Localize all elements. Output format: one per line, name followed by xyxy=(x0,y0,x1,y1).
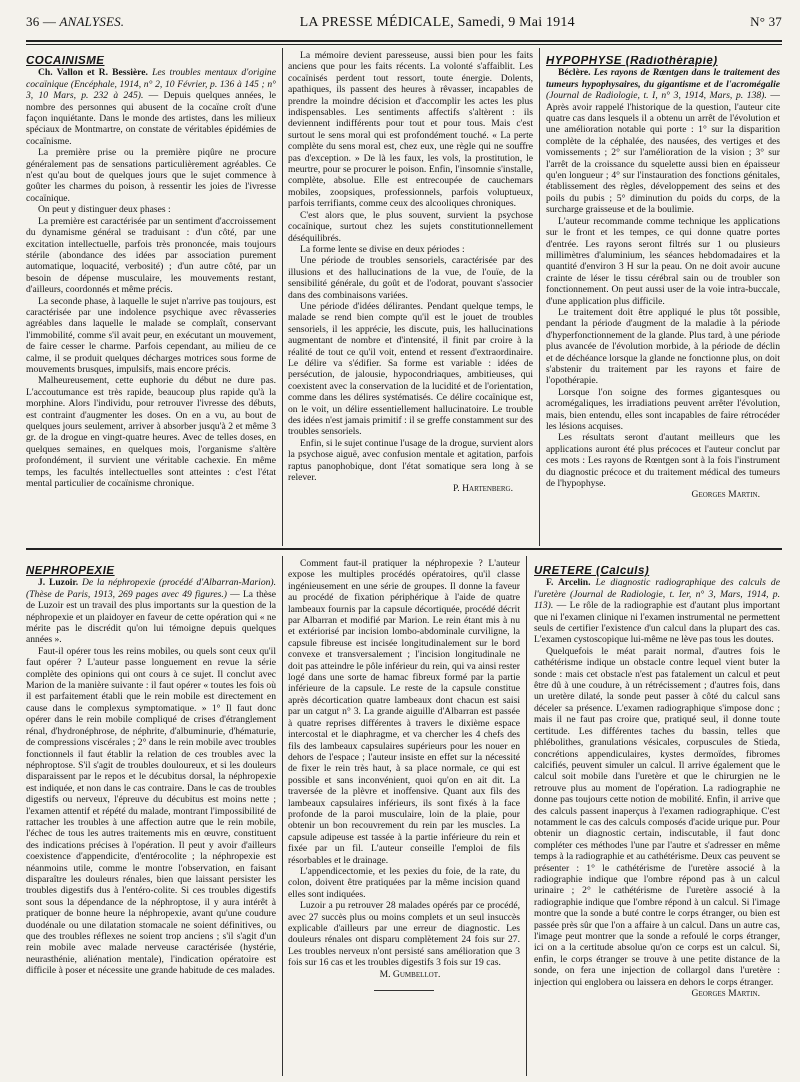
section-title-cocainisme: COCAINISME xyxy=(26,56,105,67)
paragraph: La seconde phase, à laquelle le sujet n'arrive pas toujours, est caractérisée par une indolence psychique avec rêvasseries agréables dans laquelle le malade se complaît, conservant l'immobilité, comme s'il avait peur, en exécutant un mouvement, de faire cesser le charme. Parfois cependant, au milieu de ce calme, il se produit quelques décharges motrices sous forme de mouvements brusques, impulsifs, mais encore précis. xyxy=(26,295,276,375)
article-authors: Ch. Vallon et R. Bessière. xyxy=(38,67,148,79)
uretere-intro xyxy=(534,577,780,645)
journal-title: LA PRESSE MÉDICALE, Samedi, 9 Mai 1914 xyxy=(299,15,575,30)
end-rule xyxy=(374,990,434,991)
paragraph: La forme lente se divise en deux périodes : xyxy=(300,243,465,255)
paragraph: Faut-il opérer tous les reins mobiles, ou quels sont ceux qu'il faut opérer ? L'auteur passe longuement en revue la série complète des opinions qui ont cours à ce sujet. Il conclut avec Marion de la manière suivante : il faut opérer « toutes les fois où il est parfaitement établi que le rein mobile est directement en cause dans le complexus symptomatique. » 1° Il faut donc opérer dans le rein mobile compliqué de crises d'étranglement rénal, d'hydronéphrose, de néphrite, d'albuminurie, d'hématurie, de compressions viscérales ; 2° dans le rein mobile avec troubles fonctionnels il faut établir la relation de ces troubles avec la néphroptose. S'il s'agit de troubles douloureux, et si les douleurs disparaissent par le repos et le décubitus dorsal, la néphropexie est indiquée, et non dans le cas contraire. Dans le cas de troubles digestifs ou nerveux, l'épreuve du décubitus est moins nette ; l'examen attentif et répété du malade, montrant l'impossibilité de rattacher les troubles à une affection autre que le rein mobile, l'échec de tous les autres traitements mis en œuvre, constituent des indications précises à l'opération. Il peut y avoir d'ailleurs coexistence d'appendicite, d'entérocolite ; la néphropexie est néanmoins utile, comme le montre l'observation, en faisant disparaître les douleurs rénales, bien que laissant persister les troubles digestifs dus à l'entéro-colite. Si ces troubles digestifs sont sous la dépendance de la néphroptose, il y aura intérêt à pratiquer de bonne heure la néphropexie, avant qu'une coudure duodénale ou une dilatation stomacale ne soient définitives, ou que des troubles réflexes ne soient trop anciens ; s'il s'agit d'un rein mobile avec malade nerveuse caractérisée (hystérie, neurasthénie, aliénation mentale), l'indication opératoire est difficile à poser et nécessite une grande habitude de ces malades. xyxy=(26,645,276,977)
section-title-uretere: URETÈRE (Calculs) xyxy=(534,566,650,577)
paragraph: Une période d'idées délirantes. Pendant quelque temps, le malade se rend bien compte qu'il est le jouet de troubles sensoriels, il les apprécie, les discute, puis, les hallucinations augmentant de nombre et d'intensité, il finit par croire à la réalité de tout ce qu'il voit, entend et ressent d'extraordinaire. Le délire va s'édifier. Sa forme est variable : idées de persécution, de jalousie, hypocondriaques, ambitieuses, qui coexistent avec la conservation de la lucidité et de l'orientation, comme dans les délires systématisés. Ce délire cocaïnique est, on le voit, un délire essentiellement hallucinatoire. Le trouble des idées n'est jamais primitif : il se greffe constamment sur des troubles sensoriels. xyxy=(288,300,533,438)
article-title: Les rayons de Rœntgen dans le traitement des tumeurs hypophysaires, du gigantisme et de l'acromégalie xyxy=(546,67,780,90)
paragraph: L'appendicectomie, et les pexies du foie, de la rate, du colon, doivent être pratiquées par la même incision quand elles sont indiquées. xyxy=(288,865,520,900)
column-divider xyxy=(282,48,283,546)
header-left xyxy=(26,14,124,30)
page-header xyxy=(26,14,782,36)
column-divider xyxy=(526,556,527,1076)
paragraph: Comment faut-il pratiquer la néphropexie ? L'auteur expose les multiples procédés opératoires, qu'il classe ingénieusement en une série de groupes. Il donne la faveur au procédé de fixation périphérique à l'aide de quatre lambeaux fournis par la capsule décortiquée, procédé décrit par Albarran et modifié par Marion. Le rein étant mis à nu et extériorisé par incision lombo-abdominale curviligne, la capsule fibreuse est incisée longitudinalement sur le bord convexe et transversalement ; l'incision longitudinale ne doit pas atteindre le pôle inférieur du rein, qui va ainsi rester logé dans une sorte de hamac fibreux formé par la partie inférieure de la capsule. Le reste de la capsule constitue après décortication quatre lambeaux dont chacun est saisi par un catgut n° 3. La grande aiguille d'Albarran est passée à quatre reprises différentes à travers le dixième espace intercostal et le diaphragme, et va chercher les 4 chefs des fils des lambeaux capsulaires supérieurs pour les nouer en dehors de l'espace ; l'auteur insiste en effet sur la nécessité de fixer le rein très haut, à sa place normale, ce qui est possible et sans inconvénient, quoi qu'on en ait dit. La traversée de la plèvre et inoffensive. Quant aux fils des lambeaux capsulaires inférieurs, ils sont fixés à la face profonde de la paroi musculaire, loin de la plaie, pour obtenir un bon recouvrement du rein par les muscles. La capsule adipeuse est tassée à la partie inférieure du rein et fixée par un fil. L'auteur conseille l'emploi de fils résorbables et le drainage. xyxy=(288,558,520,866)
paragraph: La première est caractérisée par un sentiment d'accroissement du dynamisme général se traduisant : d'un côté, par une excitation intellectuelle, parfois très prononcée, mais toujours stérile (abondance des idées par association purement automatique, loquacité, verbosité) ; d'un autre côté, par un besoin de dépense musculaire, les mouvements restant, d'ailleurs, coordonnés et même précis. xyxy=(26,215,276,296)
paragraph: La première prise ou la première piqûre ne procure généralement pas de sensations particulièrement agréables. Ce n'est qu'au bout de quelques jours que le sujet commence à goûter les charmes du poison, à ressentir les joies de l'ivresse cocaïnique. xyxy=(26,147,276,204)
article-authors: Béclère. xyxy=(558,67,591,79)
page-number: 36 — xyxy=(26,14,57,29)
nephropexie-column-2 xyxy=(288,558,520,1078)
cocainisme-column-1 xyxy=(26,56,276,544)
column-divider xyxy=(282,556,283,1076)
paragraph: Luzoir a pu retrouver 28 malades opérés par ce procédé, avec 27 succès plus ou moins complets et un seul insuccès explicable d'ailleurs par une erreur de diagnostic. Les douleurs rénales ont disparu complètement 24 fois sur 27. Les troubles nerveux n'ont persisté sans amélioration que 3 fois sur 16 cas et les troubles digestifs 3 fois sur 19 cas. xyxy=(288,900,520,969)
article-title: Le diagnostic radiographique des calculs de l'uretère xyxy=(534,577,780,600)
paragraph-text: — Après avoir rappelé l'historique de la question, l'auteur cite quatre cas dans lesquels il a obtenu un arrêt de l'évolution et une amélioration notable qui porte : 1° sur la disparition complète de la céphalée, des nausées, des vertiges et des vomissements ; 2° sur l'amélioration de la vision ; 3° sur l'arrêt de la croissance du squelette aussi bien en épaisseur qu'en longueur ; 4° sur l'instauration des fonctions génitales, établissement des règles, développement des seins et des poils du pubis ; 5° diminution du poids du corps, de la surcharge graisseuse et de la boulimie. xyxy=(546,90,780,216)
paragraph: Enfin, si le sujet continue l'usage de la drogue, survient alors la psychose aiguë, avec confusion mentale et agitation, parfois raptus panophobique, dont l'état somatique sera long à se relever. xyxy=(288,437,533,484)
article-authors: J. Luzoir. xyxy=(38,577,79,589)
header-rule xyxy=(26,40,782,45)
paragraph: Une période de troubles sensoriels, caractérisée par des illusions et des hallucinations de la vue, de l'ouïe, de la sensibilité générale, du goût et de l'odorat, pouvant s'associer dans des combinaisons variées. xyxy=(288,255,533,301)
section-title-nephropexie: NÉPHROPEXIE xyxy=(26,566,115,577)
paragraph: La mémoire devient paresseuse, aussi bien pour les faits anciens que pour les faits récents. La volonté s'affaiblit. Les cocaïnisés perdent tout ressort, toute énergie. Dolents, apathiques, ils passent des heures à rêvasser, incapables de prendre la moindre décision et d'accomplir les actes les plus indispensables. Les sentiments affectifs s'altèrent : ils deviennent indifférents pour tout et pour tous. Mais c'est surtout le sens moral qui est profondément touché. « La perte complète du sens moral est, chez eux, une règle qui ne souffre pas d'exception. » De là les faux, les vols, la prostitution, le meurtre, pour se procurer le poison. Enfin, l'insomnie s'installe, complète, absolue. Elle est entrecoupée de cauchemars mobiles, zoopsiques, professionnels, parfois voluptueux, parfois terrifiants, comme ceux des alcooliques chroniques. xyxy=(288,50,533,210)
article-authors: F. Arcelin. xyxy=(546,577,591,589)
section-title-hypophyse: HYPOPHYSE (Radiothérapie) xyxy=(546,56,718,67)
hypophyse-intro xyxy=(546,67,780,215)
article-citation: (Thèse de Paris, 1913, 269 pages avec 49 figures.) xyxy=(26,588,227,600)
hypophyse-column xyxy=(546,56,780,544)
middle-rule xyxy=(26,548,782,550)
paragraph-text: — La thèse de Luzoir est un travail des plus importants sur la question de la néphropexie et un plaidoyer en faveur de cette opération qui « ne mérite pas le discrédit qu'on lui témoigne depuis quelques années ». xyxy=(26,588,276,646)
article-signature: Georges Martin. xyxy=(691,988,760,1000)
paragraph: On peut y distinguer deux phases : xyxy=(38,204,171,216)
article-signature: Georges Martin. xyxy=(691,489,760,501)
issue-number: N° 37 xyxy=(750,14,782,29)
article-citation: (Journal de Radiologie, t. I, n° 3, 1914, Mars, p. 138). xyxy=(546,90,767,102)
paragraph: C'est alors que, le plus souvent, survient la psychose cocaïnique, surtout chez les sujets constitutionnellement déséquilibrés. xyxy=(288,209,533,244)
article-citation: (Encéphale, 1914, n° 2, 10 Février, p. 136 à 145 ; n° 3, 10 Mars, p. 232 à 245). xyxy=(26,78,276,102)
article-signature: M. Gumbellot. xyxy=(379,968,441,980)
paragraph: Quelquefois le méat parait normal, d'autres fois le cathétérisme indique un obstacle contre lequel vient buter la sonde : mais cet obstacle n'est pas fatalement un calcul et peut être dû à une coudure, à un rétrécissement ; d'autres fois, dans un uretère dilaté, la sonde peut passer à côté du calcul sans déceler sa présence. L'examen radiographique s'impose donc ; mais il ne faut pas croire que, pratiqué seul, il donne toute certitude. Les différentes taches du bassin, telles que phlébolithes, granulations vésicales, corpuscules de Stieda, concrétions appendiculaires, kystes dermoïdes, fibromes calcifiés, peuvent simuler un calcul. Il arrive également que le calcul soit mobile dans l'uretère et que le chirurgien ne le retrouve plus au moment de l'opération. La radiographie ne donne pas toujours cette notion de mobilité. Enfin, il arrive que des calculs passent inaperçus à l'examen radiographique. C'est notamment le cas des calculs composés d'acide urique pur. Pour obtenir un diagnostic certain, indiscutable, il faut donc compléter ces méthodes l'une par l'autre et s'adresser en même temps à la radiographie et au cathétérisme. Deux cas peuvent se présenter : 1° le cathétérisme de l'uretère associé à la radiographie indique que l'ombre répond pas à un calcul urinaire ; 2° le cathétérisme de l'uretère associé à la radiographie indique que l'ombre répond à un calcul. Si l'image montre que la sonde a buté contre le corps étranger, ou bien est passée près sûr que l'on a affaire à un calcul. Dans un autre cas, l'image peut montrer que la sonde a refoulé le corps étranger, ici on a la certitude absolue qu'on ce corps est un calcul. Si, enfin, le corps étranger se trouve à une petite distance de la sonde, on fera une injection de collargol dans l'uretère : injection qui englobera ou laissera en dehors le corps étranger. xyxy=(534,645,780,988)
article-citation: (Journal de Radiologie, t. Ier, n° 3, Mars, 1914, p. 113). xyxy=(534,588,780,612)
paragraph: Le traitement doit être appliqué le plus tôt possible, pendant la période d'augment de la maladie à la période d'hyperfonctionnement de la glande. Plus tard, à une période plus avancée de l'évolution morbide, à la période de déclin et de déchéance lorsque la glande ne fonctionne plus, on doit s'abstenir du traitement par les rayons et faire de l'opothérapie. xyxy=(546,306,780,387)
paragraph: Les résultats seront d'autant meilleurs que les applications auront été plus précoces et l'auteur conclut par ces mots : Les rayons de Rœntgen sont à la fois l'instrument du diagnostic précoce et du traitement médical des tumeurs de l'hypophyse. xyxy=(546,432,780,490)
article-title: Les troubles mentaux d'origine cocaïnique xyxy=(26,67,276,90)
nephropexie-intro xyxy=(26,577,276,645)
paragraph-text: — Le rôle de la radiographie est d'autant plus important que ni l'examen clinique ni l'examen instrumental ne permettent seuls de certifier l'existence d'un calcul dans la plupart des cas. L'examen cystoscopique lui-même ne lève pas tous les doutes. xyxy=(534,600,780,646)
article-signature: P. Hartenberg. xyxy=(453,483,513,495)
column-divider xyxy=(539,48,540,546)
paragraph: L'auteur recommande comme technique les applications sur le front et les tempes, ce qui donne quatre portes d'entrée. Les rayons seront filtrés sur 1 ou plusieurs millimètres d'aluminium, les séances hebdomadaires et la quantité d'environ 3 H sur la peau. On ne doit avoir aucune crainte de léser le tissu cérébral sain ou de troubler son fonctionnement. On peut aussi user de la voie intra-buccale, d'une application plus difficile. xyxy=(546,215,780,307)
paragraph-text: — Depuis quelques années, le nombre des personnes qui abusent de la cocaïne croît d'une façon inquiétante. Dans le monde des artistes, dans les milieux spéciaux de Montmartre, on constate de véritables épidémies de cocaïnisme. xyxy=(26,90,276,147)
paragraph: Malheureusement, cette euphorie du début ne dure pas. L'accoutumance est très rapide, beaucoup plus rapide qu'à la morphine. Alors l'individu, pour retrouver l'ivresse des débuts, est contraint d'augmenter les doses. On en a vu, au bout de quelques jours seulement, arriver à absorber jusqu'à 2 et même 3 gr. de la drogue en vingt-quatre heures. Avec de telles doses, en quelques semaines, en quelques mois, l'organisme s'altère profondément, il survient une véritable cachexie. En même temps, les facultés intellectuelles sont atteintes : c'est l'état mental particulier de cocaïnisme chronique. xyxy=(26,375,276,490)
header-section: ANALYSES. xyxy=(59,14,125,29)
paragraph: Lorsque l'on soigne des formes gigantesques ou acromégaliques, les irradiations peuvent arrêter l'évolution, mais, bien entendu, elles sont incapables de faire rétrocéder les lésions acquises. xyxy=(546,386,780,432)
article-title: De la néphropexie (procédé d'Albarran-Marion). xyxy=(81,577,276,589)
cocainisme-intro xyxy=(26,67,276,147)
nephropexie-column-1 xyxy=(26,566,276,1078)
uretere-column xyxy=(534,566,780,1078)
cocainisme-column-2 xyxy=(288,50,533,544)
